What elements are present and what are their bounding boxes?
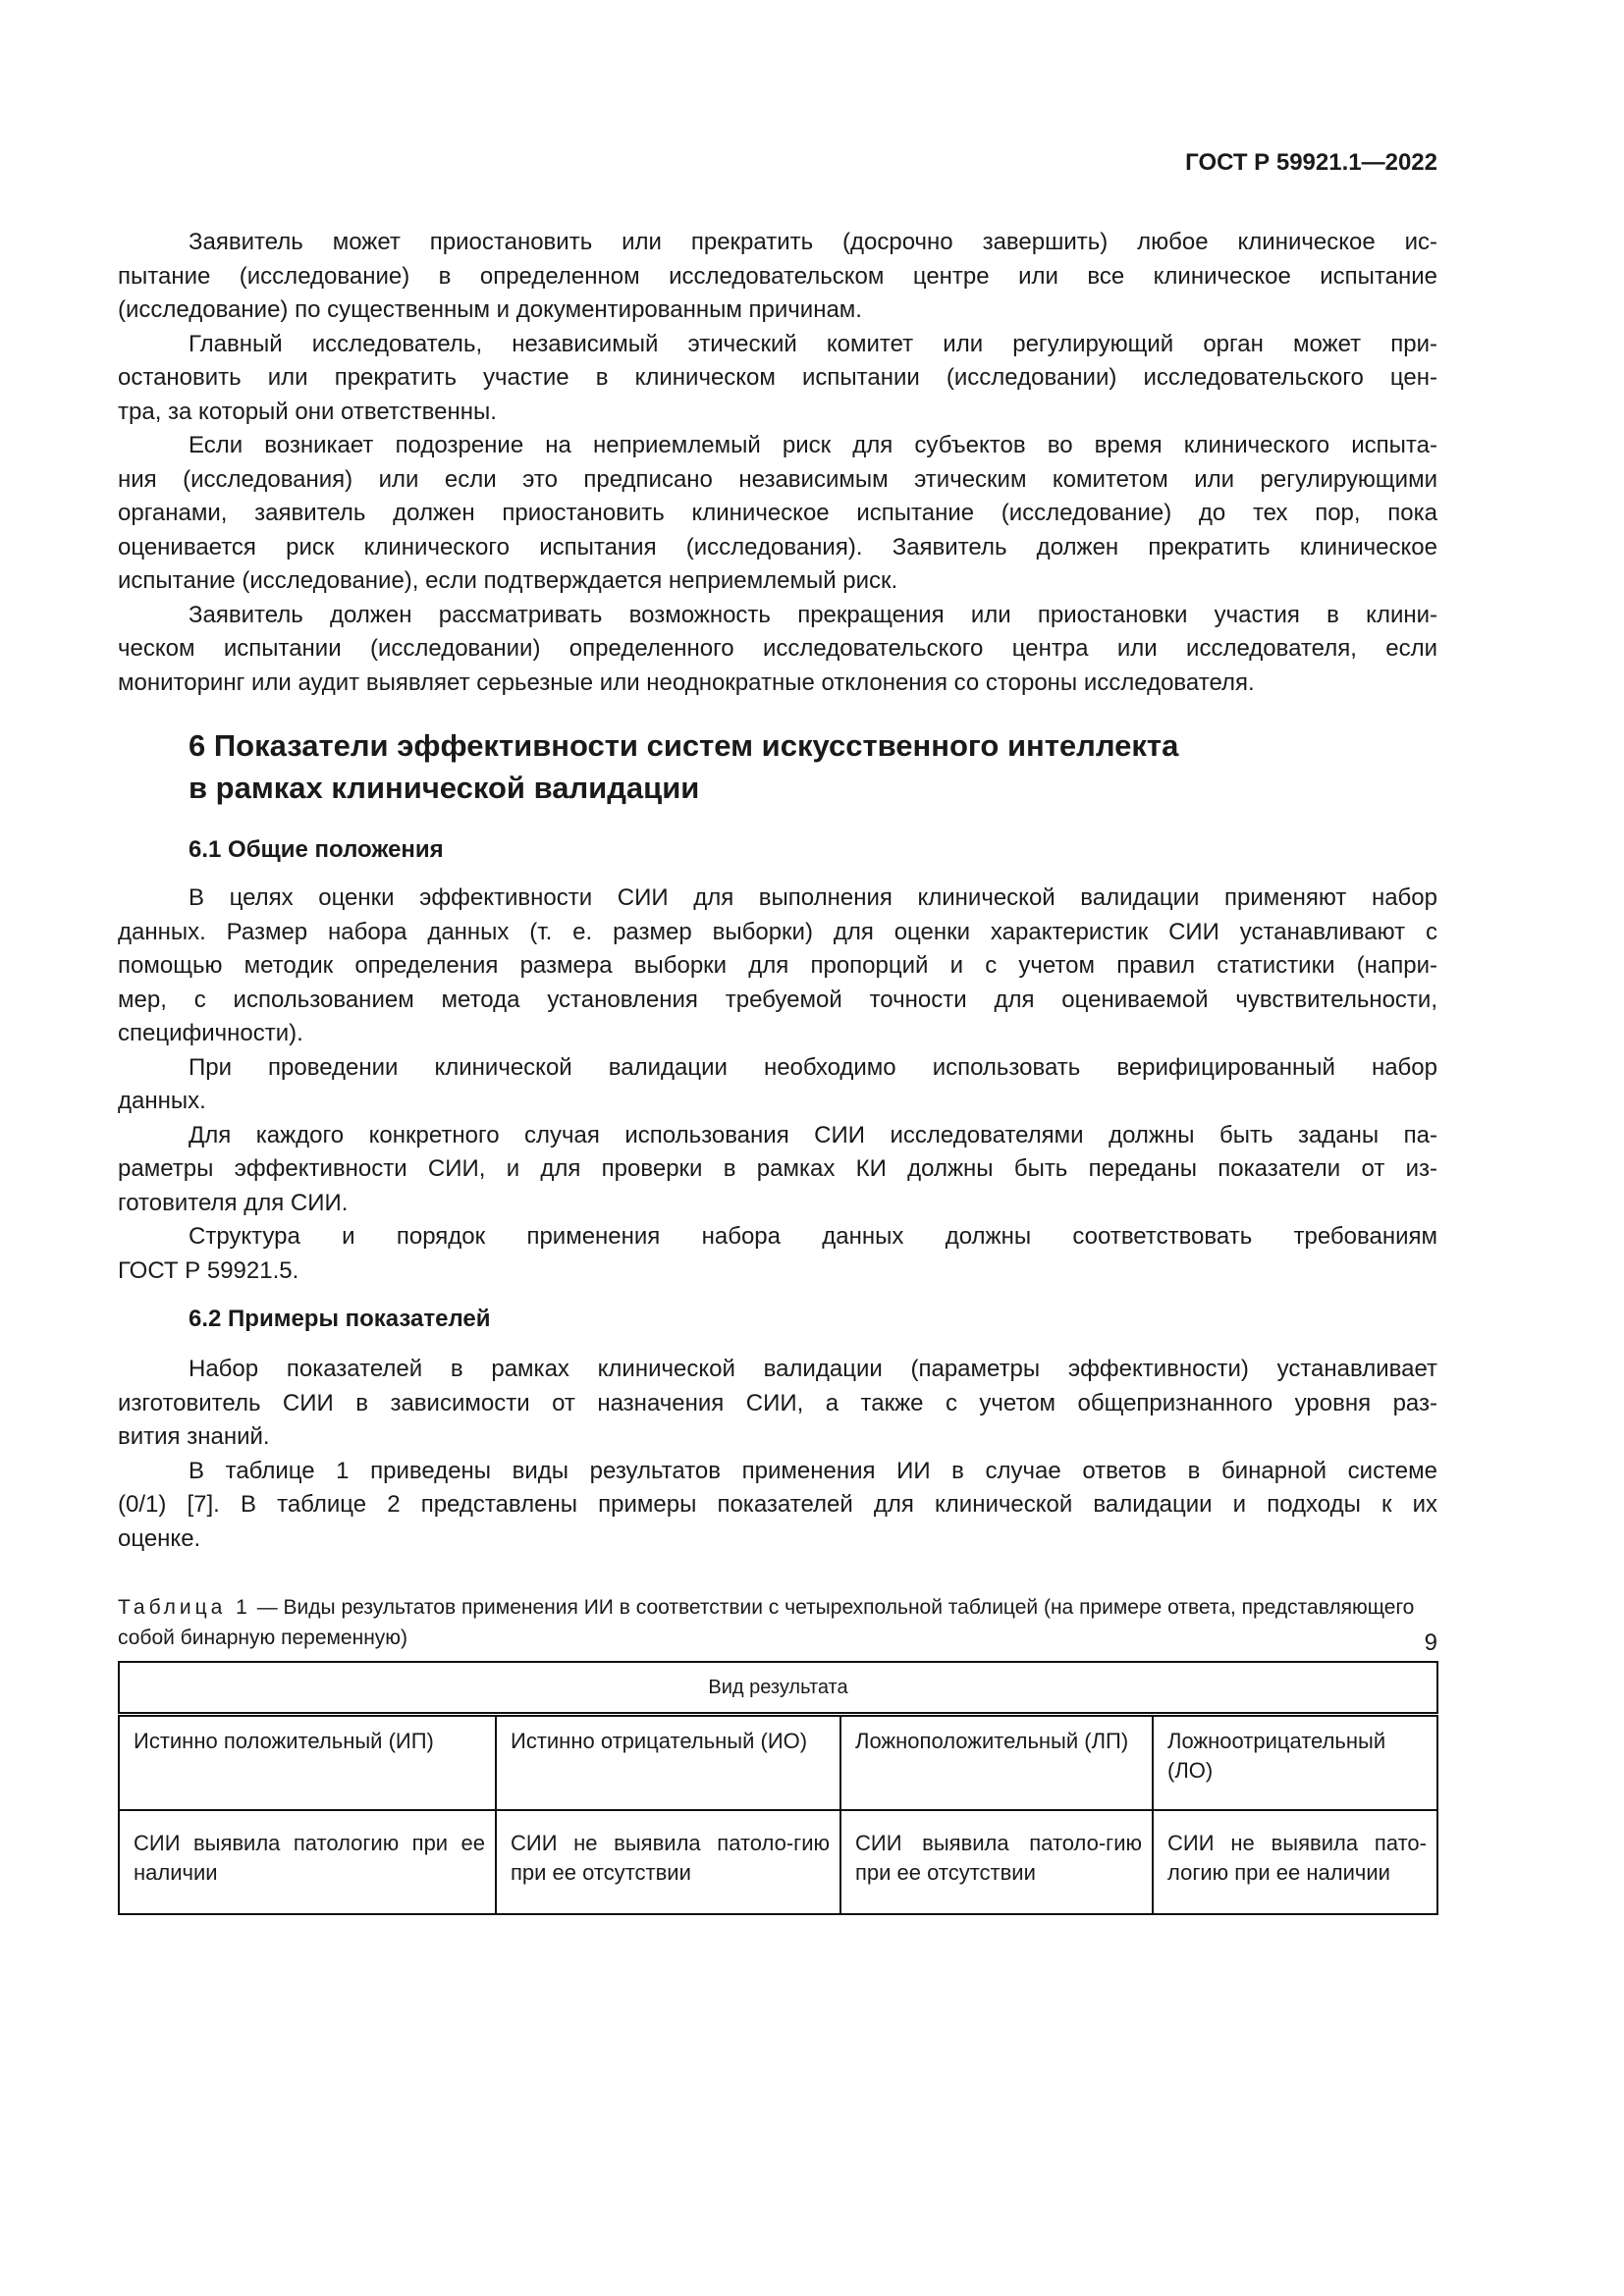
text-line: ния (исследования) или если это предписано независимым этическим комитетом или регулирующими: [118, 465, 1437, 493]
paragraph: [118, 1119, 1437, 1221]
text-line: При проведении клинической валидации необходимо использовать верифицированный набор: [189, 1053, 1437, 1081]
text-line: Для каждого конкретного случая использования СИИ исследователями должны быть заданы па-: [189, 1121, 1437, 1148]
text-line: В целях оценки эффективности СИИ для выполнения клинической валидации применяют набор: [189, 884, 1437, 911]
section-6-2-heading: 6.2 Примеры показателей: [189, 1306, 491, 1332]
section-6-heading: [189, 724, 1508, 809]
text-line: ческом испытании (исследовании) определенного исследовательского центра или исследователя, если: [118, 635, 1437, 662]
intro-text: [118, 226, 1437, 700]
text-line: вития знаний.: [118, 1423, 270, 1450]
table-header-cell: Вид результата: [119, 1662, 1437, 1715]
text-line: оценке.: [118, 1524, 201, 1552]
heading-line: в рамках клинической валидации: [189, 771, 700, 805]
text-line: (исследование) по существенным и документированным причинам.: [118, 296, 862, 323]
type-cell: Истинно положительный (ИП): [119, 1715, 496, 1811]
text-line: Заявитель может приостановить или прекратить (досрочно завершить) любое клиническое ис-: [189, 229, 1437, 255]
results-table: [118, 1661, 1438, 1915]
text-line: Структура и порядок применения набора данных должны соответствовать требованиям: [189, 1223, 1437, 1250]
paragraph: [118, 1220, 1437, 1288]
text-line: готовителя для СИИ.: [118, 1189, 349, 1216]
description-cell: СИИ выявила патоло-гию при ее отсутствии: [840, 1810, 1153, 1914]
text-line: ГОСТ Р 59921.5.: [118, 1256, 299, 1284]
table-caption: [118, 1592, 1437, 1653]
heading-line: 6 Показатели эффективности систем искусственного интеллекта: [189, 728, 1179, 763]
text-line: специфичности).: [118, 1020, 303, 1046]
text-line: испытание (исследование), если подтверждается неприемлемый риск.: [118, 567, 898, 594]
paragraph: [118, 881, 1437, 1051]
text-line: раметры эффективности СИИ, и для проверки в рамках КИ должны быть переданы показатели от из-: [118, 1155, 1437, 1182]
text-line: остановить или прекратить участие в клиническом испытании (исследовании) исследовательского цен-: [118, 364, 1437, 391]
page-number: 9: [1424, 1629, 1437, 1656]
section-6-1-text: [118, 881, 1437, 1288]
text-line: (0/1) [7]. В таблице 2 представлены примеры показателей для клинической валидации и подходы к их: [118, 1491, 1437, 1518]
description-cell: СИИ не выявила патоло-гию при ее отсутствии: [496, 1810, 840, 1914]
table-caption-text: — Виды результатов применения ИИ в соответствии с четырехпольной таблицей (на примере ответа, представляющего собой бинарную переменную): [118, 1596, 1415, 1649]
paragraph: [118, 1455, 1437, 1557]
text-line: мониторинг или аудит выявляет серьезные или неоднократные отклонения со стороны исследователя.: [118, 668, 1255, 696]
type-cell: Ложноотрицательный (ЛО): [1153, 1715, 1437, 1811]
text-line: Главный исследователь, независимый этический комитет или регулирующий орган может при-: [189, 330, 1437, 357]
paragraph: [118, 328, 1437, 430]
text-line: пытание (исследование) в определенном исследовательском центре или все клиническое испытание: [118, 262, 1437, 290]
paragraph: [118, 1353, 1437, 1455]
text-line: Заявитель должен рассматривать возможность прекращения или приостановки участия в клини-: [189, 601, 1437, 628]
description-cell: СИИ выявила патологию при ее наличии: [119, 1810, 496, 1914]
section-6-1-heading: 6.1 Общие положения: [189, 836, 444, 863]
paragraph: [118, 226, 1437, 328]
type-cell: Истинно отрицательный (ИО): [496, 1715, 840, 1811]
table-caption-label: Таблица 1: [118, 1596, 251, 1619]
section-6-2-text: [118, 1353, 1437, 1556]
text-line: данных.: [118, 1088, 206, 1114]
text-line: мер, с использованием метода установления требуемой точности для оцениваемой чувствительности,: [118, 986, 1437, 1013]
text-line: данных. Размер набора данных (т. е. размер выборки) для оценки характеристик СИИ устанавливают с: [118, 918, 1437, 945]
type-cell: Ложноположительный (ЛП): [840, 1715, 1153, 1811]
text-line: Если возникает подозрение на неприемлемый риск для субъектов во время клинического испыта-: [189, 432, 1437, 458]
text-line: органами, заявитель должен приостановить клиническое испытание (исследование) до тех пор, пока: [118, 500, 1437, 526]
paragraph: [118, 599, 1437, 701]
text-line: Набор показателей в рамках клинической валидации (параметры эффективности) устанавливает: [189, 1356, 1437, 1382]
paragraph: [118, 429, 1437, 599]
text-line: оценивается риск клинического испытания (исследования). Заявитель должен прекратить клиническое: [118, 533, 1437, 561]
description-cell: СИИ не выявила пато-логию при ее наличии: [1153, 1810, 1437, 1914]
text-line: тра, за который они ответственны.: [118, 398, 497, 425]
paragraph: [118, 1051, 1437, 1119]
text-line: помощью методик определения размера выборки для пропорций и с учетом правил статистики (напри-: [118, 952, 1437, 979]
text-line: В таблице 1 приведены виды результатов применения ИИ в случае ответов в бинарной системе: [189, 1457, 1437, 1484]
document-code: ГОСТ Р 59921.1—2022: [1185, 149, 1437, 176]
text-line: изготовитель СИИ в зависимости от назначения СИИ, а также с учетом общепризнанного уровня раз-: [118, 1389, 1437, 1416]
